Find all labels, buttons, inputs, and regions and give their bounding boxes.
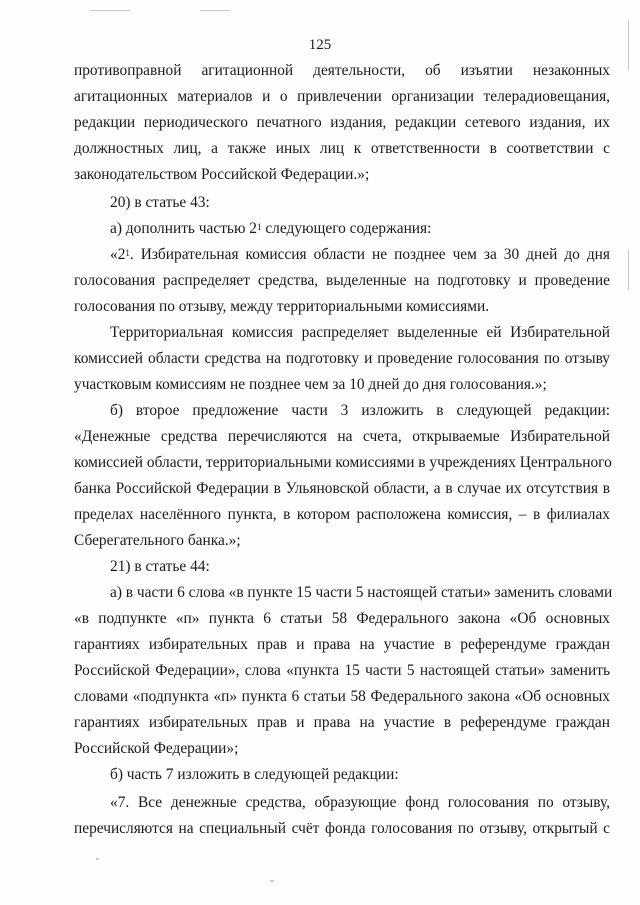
text-line: б) второе предложение части 3 изложить в следующей редакции: — [110, 402, 610, 419]
text-line: Российской Федерации»; — [74, 740, 239, 757]
text-line: «$2^1$. Избирательная комиссия области не позднее чем за 30 дней до дня — [110, 246, 610, 263]
text-line: «7. Все денежные средства, образующие фонд голосования по отзыву, — [110, 794, 610, 811]
text-line: комиссией области, территориальными комиссиями в учреждениях Центрального — [74, 454, 612, 471]
text-line: пределах населённого пункта, в котором расположена комиссия, – в филиалах — [74, 506, 610, 523]
text-line: участковым комиссиям не позднее чем за 10 дней до дня голосования.»; — [74, 376, 547, 393]
text-line: противоправной агитационной деятельности, об изъятии незаконных — [74, 62, 610, 79]
text-line: а) дополнить частью $2^1$ следующего содержания: — [110, 220, 432, 237]
text-line: а) в части 6 слова «в пункте 15 части 5 настоящей статьи» заменить словами — [110, 584, 613, 601]
section-heading-21: 21) в статье 44: — [110, 558, 210, 575]
text-line: голосования распределяет средства, выделенные на подготовку и проведение — [74, 272, 610, 289]
text-line: Сберегательного банка.»; — [74, 532, 241, 549]
page-number: 125 — [308, 37, 332, 53]
section-heading-20: 20) в статье 43: — [110, 194, 210, 211]
text-line: должностных лиц, а также иных лиц к ответственности в соответствии с — [74, 140, 610, 157]
text-line: «Денежные средства перечисляются на счета, открываемые Избирательной — [74, 428, 610, 445]
text-line: «в подпункте «п» пункта 6 статьи 58 Федерального закона «Об основных — [74, 610, 610, 627]
text-line: Российской Федерации», слова «пункта 15 части 5 настоящей статьи» заменить — [74, 662, 610, 679]
text-line: гарантиях избирательных прав и права на участие в референдуме граждан — [74, 714, 610, 731]
text-line: комиссией области средства на подготовку и проведение голосования по отзыву — [74, 350, 610, 367]
text-line: голосования по отзыву, между территориальными комиссиями. — [74, 298, 490, 315]
text-line: б) часть 7 изложить в следующей редакции: — [110, 766, 399, 783]
text-line: гарантиях избирательных прав и права на участие в референдуме граждан — [74, 636, 610, 653]
text-line: перечисляются на специальный счёт фонда голосования по отзыву, открытый с — [74, 820, 610, 837]
scan-artifact — [90, 10, 130, 11]
scan-artifact — [200, 10, 230, 11]
text-line: Территориальная комиссия распределяет выделенные ей Избирательной — [110, 324, 610, 341]
text-line: законодательством Российской Федерации.»; — [74, 166, 370, 183]
text-line: агитационных материалов и о привлечении организации телерадиовещания, — [74, 88, 610, 105]
text-line: словами «подпункта «п» пункта 6 статьи 58 Федерального закона «Об основных — [74, 688, 610, 705]
text-line: редакции периодического печатного издания, редакции сетевого издания, их — [74, 114, 610, 131]
scan-artifact — [628, 250, 629, 290]
scan-artifact — [270, 880, 274, 882]
scan-artifact — [96, 858, 99, 860]
text-line: банка Российской Федерации в Ульяновской области, а в случае их отсутствия в — [74, 480, 610, 497]
